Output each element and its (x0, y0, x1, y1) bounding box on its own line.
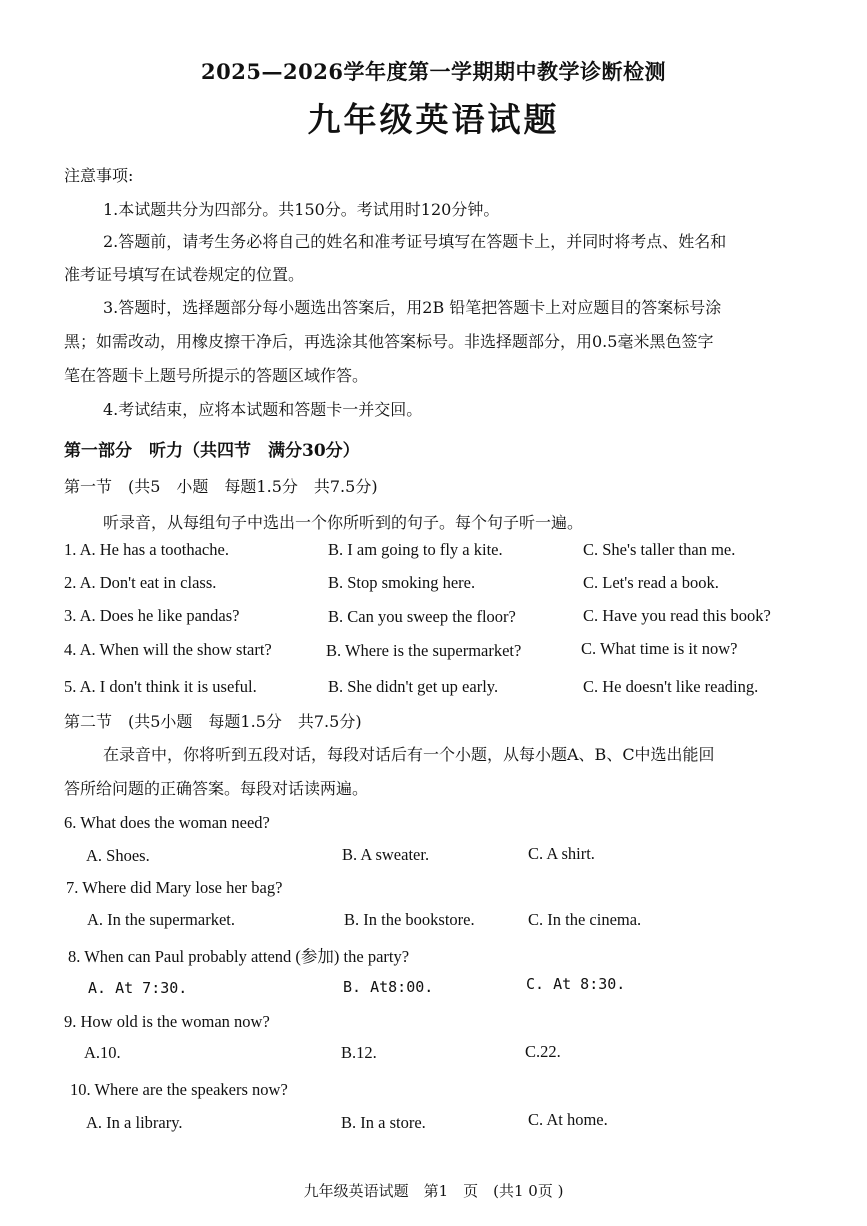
exam-title: 2025—2026学年度第一学期期中教学诊断检测 (201, 59, 666, 84)
q10-option-a: A. In a library. (86, 1113, 183, 1132)
q8-stem: 8. When can Paul probably attend (参加) the party? (68, 947, 410, 966)
note-3b: 黑；如需改动，用橡皮擦干净后，再选涂其他答案标号。非选择题部分，用0.5毫米黑色签字 (64, 332, 714, 351)
page-footer: 九年级英语试题 第1 页 (共1 0页 ) (303, 1182, 564, 1200)
q6-option-b: B. A sweater. (342, 845, 430, 864)
q10-option-c: C. At home. (528, 1110, 608, 1129)
q8-option-b: B. At8:00. (343, 978, 434, 996)
q7-option-c: C. In the cinema. (528, 910, 642, 929)
q3-option-a: 3. A. Does he like pandas? (64, 606, 240, 625)
part1-heading: 第一部分 听力（共四节 满分30分） (64, 441, 360, 461)
q2-option-b: B. Stop smoking here. (328, 573, 476, 592)
q9-option-b: B.12. (341, 1043, 377, 1062)
notes-heading: 注意事项: (64, 166, 134, 185)
q8-option-a: A. At 7:30. (88, 979, 188, 997)
q1-option-b: B. I am going to fly a kite. (328, 540, 503, 559)
q9-option-c: C.22. (525, 1042, 561, 1061)
q4-option-c: C. What time is it now? (581, 639, 738, 658)
q2-option-c: C. Let's read a book. (583, 573, 719, 592)
q3-option-c: C. Have you read this book? (583, 606, 771, 625)
note-2a: 2.答题前，请考生务必将自己的姓名和准考证号填写在答题卡上，并同时将考点、姓名和 (103, 232, 727, 251)
q5-option-b: B. She didn't get up early. (328, 677, 499, 696)
q2-option-a: 2. A. Don't eat in class. (64, 573, 217, 592)
q6-option-a: A. Shoes. (86, 846, 150, 865)
q6-option-c: C. A shirt. (528, 844, 595, 863)
q1-option-c: C. She's taller than me. (583, 540, 736, 559)
note-3c: 笔在答题卡上题号所提示的答题区域作答。 (64, 366, 369, 385)
q4-option-a: 4. A. When will the show start? (64, 640, 272, 659)
exam-subtitle: 九年级英语试题 (307, 100, 560, 139)
q8-option-c: C. At 8:30. (526, 975, 626, 993)
q10-option-b: B. In a store. (341, 1113, 426, 1132)
section1-heading: 第一节 (共5 小题 每题1.5分 共7.5分) (64, 477, 378, 496)
q5-option-a: 5. A. I don't think it is useful. (64, 677, 257, 696)
section2-instruction-a: 在录音中，你将听到五段对话，每段对话后有一个小题，从每小题A、B、C中选出能回 (103, 745, 715, 764)
section2-heading: 第二节 (共5小题 每题1.5分 共7.5分) (64, 712, 362, 731)
q7-stem: 7. Where did Mary lose her bag? (66, 878, 283, 897)
section2-instruction-b: 答所给问题的正确答案。每段对话读两遍。 (64, 779, 369, 798)
q10-stem: 10. Where are the speakers now? (70, 1080, 288, 1099)
note-2b: 准考证号填写在试卷规定的位置。 (64, 265, 305, 284)
note-4: 4.考试结束，应将本试题和答题卡一并交回。 (103, 400, 423, 419)
q9-option-a: A.10. (84, 1043, 121, 1062)
note-3a: 3.答题时，选择题部分每小题选出答案后，用2B 铅笔把答题卡上对应题目的答案标号涂 (103, 298, 722, 317)
q9-stem: 9. How old is the woman now? (64, 1012, 270, 1031)
q3-option-b: B. Can you sweep the floor? (328, 607, 516, 626)
q1-option-a: 1. A. He has a toothache. (64, 540, 229, 559)
note-1: 1.本试题共分为四部分。共150分。考试用时120分钟。 (103, 200, 500, 219)
q4-option-b: B. Where is the supermarket? (326, 641, 522, 660)
q7-option-b: B. In the bookstore. (344, 910, 475, 929)
q7-option-a: A. In the supermarket. (87, 910, 235, 929)
q6-stem: 6. What does the woman need? (64, 813, 270, 832)
section1-instruction: 听录音，从每组句子中选出一个你所听到的句子。每个句子听一遍。 (103, 513, 584, 532)
q5-option-c: C. He doesn't like reading. (583, 677, 759, 696)
